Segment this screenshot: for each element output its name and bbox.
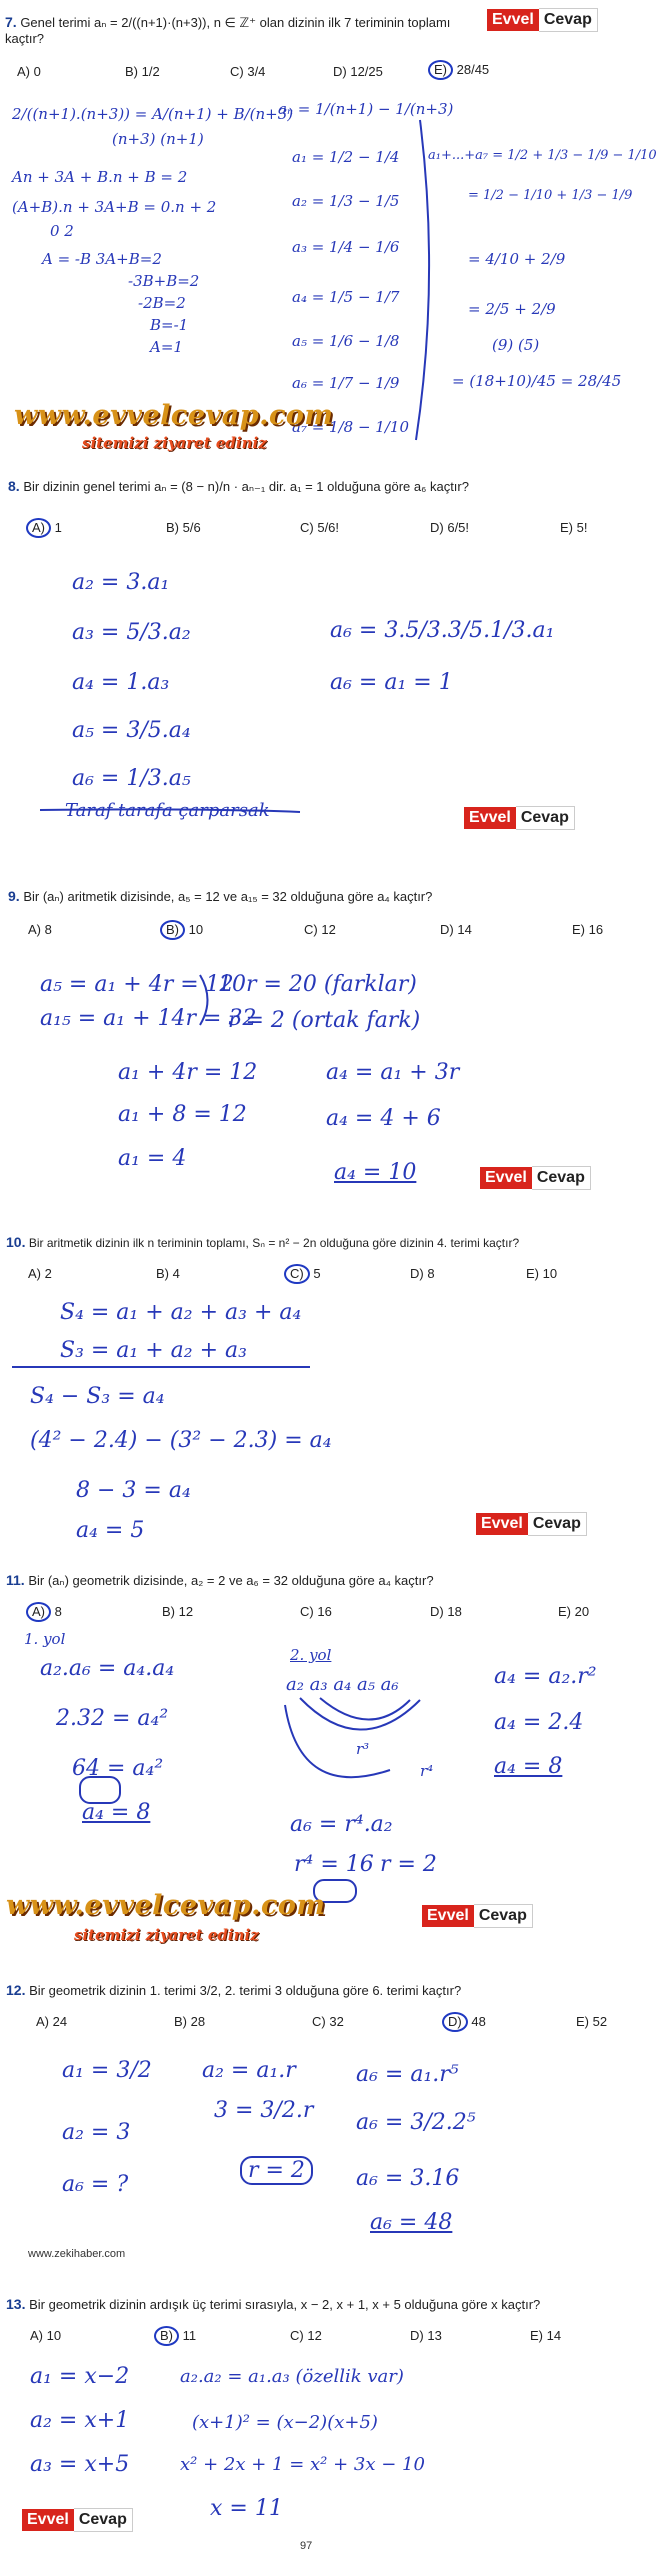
evvel-cevap-logo: Evvel Cevap: [487, 8, 598, 32]
q7-work-line: (A+B).n + 3A+B = 0.n + 2: [12, 198, 217, 216]
q11-work-line: r = 2: [380, 1852, 437, 1877]
q10-text: [6, 1234, 616, 1250]
q7-option-e-selected[interactable]: E) 28/45: [428, 60, 489, 80]
q7-work-line: a₃ = 1/4 − 1/6: [292, 238, 400, 256]
q13-option-d[interactable]: D) 13: [410, 2328, 442, 2343]
q9-work-line: r = 2 (ortak fark): [228, 1008, 421, 1033]
q8-work-line: a₆ = a₁ = 1: [330, 670, 453, 695]
q8-option-e[interactable]: E) 5!: [560, 520, 588, 535]
q8-work-line: a₅ = 3/5.a₄: [72, 718, 191, 743]
q10-option-a[interactable]: A) 2: [28, 1266, 52, 1281]
q12-work-line: a₆ = 3/2.2⁵: [356, 2110, 476, 2135]
q8-option-c[interactable]: C) 5/6!: [300, 520, 340, 535]
q8-work-line: a₃ = 5/3.a₂: [72, 620, 191, 645]
q13-work-line: a₂ = x+1: [30, 2408, 130, 2433]
q8-work-line: a₆ = 3.5/3.3/5.1/3.a₁: [330, 618, 555, 643]
q8-note: Taraf tarafa çarparsak: [65, 800, 270, 821]
q12-text: 12. Bir geometrik dizinin 1. terimi 3/2, 2. terimi 3 olduğuna göre 6. terimi kaçtır?: [6, 1982, 462, 1998]
evvelcevap-watermark: www.evvelcevap.com: [6, 1890, 326, 1921]
q7-work-line: a₇ = 1/8 − 1/10: [292, 418, 409, 436]
q12-option-e[interactable]: E) 52: [576, 2014, 608, 2029]
q12-work-line: a₆ = 48: [370, 2210, 453, 2235]
q10-question: Bir aritmetik dizinin ilk n teriminin toplamı, Sₙ = n² − 2n olduğuna göre dizinin 4. terimi kaçtır?: [28, 1236, 520, 1250]
q12-work-line: r = 2: [240, 2156, 313, 2185]
q11-work-line: 1. yol: [24, 1630, 66, 1648]
q12-work-line: a₆ = a₁.r⁵: [356, 2062, 459, 2087]
q9-number: 9.: [8, 888, 20, 904]
q12-work-line: a₁ = 3/2: [62, 2058, 152, 2083]
q9-option-b-selected[interactable]: B) 10: [160, 920, 203, 940]
q13-option-b-selected[interactable]: B) 11: [154, 2326, 196, 2346]
evvelcevap-slogan: sitemizi ziyaret ediniz: [82, 434, 267, 452]
q10-option-e[interactable]: E) 10: [526, 1266, 558, 1281]
q11-work-line: a₄ = 2.4: [494, 1710, 584, 1735]
q10-number: 10.: [6, 1234, 26, 1250]
q7-work-line: = (18+10)/45 = 28/45: [452, 372, 622, 390]
q9-work-line: a₅ = a₁ + 4r = 12: [40, 972, 234, 997]
evvel-cevap-logo: Evvel Cevap: [22, 2508, 133, 2532]
q7-work-line: B=-1: [150, 316, 189, 334]
q7-work-line: 2/((n+1).(n+3)) = A/(n+1) + B/(n+3): [12, 105, 294, 123]
q7-work-line: a₁+...+a₇ = 1/2 + 1/3 − 1/9 − 1/10: [428, 148, 657, 163]
q9-option-e[interactable]: E) 16: [572, 922, 604, 937]
q13-number: 13.: [6, 2296, 26, 2312]
evvel-cevap-logo: Evvel Cevap: [422, 1904, 533, 1928]
q9-question: Bir (aₙ) aritmetik dizisinde, a₅ = 12 ve a₁₅ = 32 olduğuna göre a₄ kaçtır?: [23, 889, 433, 904]
q12-number: 12.: [6, 1982, 26, 1998]
q12-work-line: a₂ = a₁.r: [202, 2058, 296, 2083]
q9-option-d[interactable]: D) 14: [440, 922, 472, 937]
q11-work-line: a₄ = a₂.r²: [494, 1664, 597, 1689]
q7-work-line: (n+3) (n+1): [112, 130, 204, 148]
q10-option-c-selected[interactable]: C) 5: [284, 1264, 321, 1284]
q10-work-line: S₄ − S₃ = a₄: [30, 1384, 165, 1409]
evvelcevap-slogan: sitemizi ziyaret ediniz: [74, 1926, 259, 1944]
q8-work-line: a₆ = 1/3.a₅: [72, 766, 191, 791]
q12-option-c[interactable]: C) 32: [312, 2014, 344, 2029]
q12-fraction: 3/2: [199, 1983, 218, 1998]
q9-work-line: a₁ + 8 = 12: [118, 1102, 247, 1127]
q13-work-line: a₃ = x+5: [30, 2452, 130, 2477]
q10-work-line: S₄ = a₁ + a₂ + a₃ + a₄: [60, 1300, 302, 1325]
q11-question: Bir (aₙ) geometrik dizisinde, a₂ = 2 ve a₆ = 32 olduğuna göre a₄ kaçtır?: [28, 1573, 434, 1588]
q7-work-line: = 1/2 − 1/10 + 1/3 − 1/9: [468, 188, 633, 203]
q9-text: [8, 888, 608, 905]
q11-option-e[interactable]: E) 20: [558, 1604, 590, 1619]
q11-work-line: a₆ = r⁴.a₂: [290, 1812, 393, 1837]
q11-work-line: r⁴: [420, 1762, 434, 1780]
q7-work-line: a₁ = 1/2 − 1/4: [292, 148, 400, 166]
q13-work-line: x = 11: [210, 2496, 283, 2521]
q7-work-line: An + 3A + B.n + B = 2: [12, 168, 188, 186]
q13-question: Bir geometrik dizinin ardışık üç terimi sırasıyla, x − 2, x + 1, x + 5 olduğuna göre x kaçtır?: [29, 2297, 541, 2312]
q13-work-line: a₂.a₂ = a₁.a₃ (özellik var): [180, 2366, 404, 2387]
q11-text: [6, 1572, 616, 1589]
evvel-cevap-logo: Evvel Cevap: [464, 806, 575, 830]
q12-work-line: a₆ = 3.16: [356, 2166, 460, 2191]
q8-work-line: a₄ = 1.a₃: [72, 670, 170, 695]
q13-option-e[interactable]: E) 14: [530, 2328, 562, 2343]
q11-work-line: r³: [356, 1740, 370, 1758]
q10-work-line: (4² − 2.4) − (3² − 2.3) = a₄: [30, 1428, 332, 1453]
q11-option-d[interactable]: D) 18: [430, 1604, 462, 1619]
q11-work-line: 64 = a₄²: [72, 1756, 164, 1781]
q7-work-line: a₆ = 1/7 − 1/9: [292, 374, 400, 392]
q7-work-line: -3B+B=2: [128, 272, 200, 290]
q9-work-line: a₁₅ = a₁ + 14r = 32: [40, 1006, 257, 1031]
q9-work-line: a₁ = 4: [118, 1146, 187, 1171]
q12-work-line: a₆ = ?: [62, 2172, 129, 2197]
q11-work-line: a₄ = 8: [494, 1754, 563, 1779]
q11-work-line: r⁴ = 16: [294, 1852, 374, 1877]
q11-work-line: a₄ = 8: [82, 1800, 151, 1825]
q7-option-c[interactable]: C) 3/4: [230, 64, 266, 79]
q8-option-b[interactable]: B) 5/6: [166, 520, 201, 535]
q7-work-line: -2B=2: [138, 294, 186, 312]
q13-work-line: a₁ = x−2: [30, 2364, 130, 2389]
q10-work-line: S₃ = a₁ + a₂ + a₃: [60, 1338, 247, 1363]
q11-work-line: a₂ a₃ a₄ a₅ a₆: [286, 1674, 399, 1695]
q7-work-line: a₄ = 1/5 − 1/7: [292, 288, 400, 306]
q8-number: 8.: [8, 478, 20, 494]
q7-work-line: a₅ = 1/6 − 1/8: [292, 332, 400, 350]
q9-work-line: a₄ = 10: [334, 1160, 417, 1185]
q8-question: Bir dizinin genel terimi aₙ = (8 − n)/n · aₙ₋₁ dir. a₁ = 1 olduğuna göre a₆ kaçtır?: [23, 479, 469, 494]
q7-work-line: (9) (5): [492, 336, 540, 354]
q12-option-d-selected[interactable]: D) 48: [442, 2012, 486, 2032]
q7-work-line: A = -B 3A+B=2: [42, 250, 162, 268]
q7-work-line: 0 2: [50, 222, 74, 240]
q13-text: [6, 2296, 616, 2312]
q7-option-a[interactable]: A) 0: [17, 64, 41, 79]
q10-option-b[interactable]: B) 4: [156, 1266, 180, 1281]
q10-work-line: 8 − 3 = a₄: [76, 1478, 191, 1503]
q7-work-line: A=1: [150, 338, 183, 356]
q12-work-line: 3 = 3/2.r: [214, 2098, 314, 2123]
q10-work-line: a₄ = 5: [76, 1518, 145, 1543]
page-number: 97: [300, 2540, 313, 2552]
q11-option-c[interactable]: C) 16: [300, 1604, 332, 1619]
q8-option-a-selected[interactable]: A) 1: [26, 518, 62, 538]
q9-work-line: 10r = 20 (farklar): [218, 972, 417, 997]
q9-work-line: a₁ + 4r = 12: [118, 1060, 258, 1085]
q11-option-b[interactable]: B) 12: [162, 1604, 194, 1619]
evvel-cevap-logo: Evvel Cevap: [480, 1166, 591, 1190]
q12-option-b[interactable]: B) 28: [174, 2014, 206, 2029]
q13-option-a[interactable]: A) 10: [30, 2328, 62, 2343]
evvelcevap-watermark: www.evvelcevap.com: [14, 400, 334, 431]
q9-work-line: a₄ = 4 + 6: [326, 1106, 441, 1131]
q12-work-line: a₂ = 3: [62, 2120, 131, 2145]
q11-work-line: 2.32 = a₄²: [56, 1706, 169, 1731]
q7-option-b[interactable]: B) 1/2: [125, 64, 160, 79]
q7-work-line: = 2/5 + 2/9: [468, 300, 556, 318]
q10-option-d[interactable]: D) 8: [410, 1266, 435, 1281]
q7-work-line: a₂ = 1/3 − 1/5: [292, 192, 400, 210]
q13-work-line: x² + 2x + 1 = x² + 3x − 10: [180, 2454, 425, 2475]
q12-option-a[interactable]: A) 24: [36, 2014, 68, 2029]
q7-work-line: = 4/10 + 2/9: [468, 250, 566, 268]
q13-work-line: (x+1)² = (x−2)(x+5): [192, 2412, 378, 2433]
evvel-cevap-logo: Evvel Cevap: [476, 1512, 587, 1536]
q11-option-a-selected[interactable]: A) 8: [26, 1602, 62, 1622]
q13-option-c[interactable]: C) 12: [290, 2328, 322, 2343]
q7-question: Genel terimi aₙ = 2/((n+1)·(n+3)), n ∈ ℤ⁺ olan dizinin ilk 7 teriminin toplamı kaçtır?: [5, 15, 451, 46]
q9-option-c[interactable]: C) 12: [304, 922, 336, 937]
q7-option-d[interactable]: D) 12/25: [333, 64, 383, 79]
zekihaber-watermark: www.zekihaber.com: [28, 2248, 126, 2260]
q11-work-line: 2. yol: [290, 1646, 332, 1664]
q7-number: 7.: [5, 14, 17, 30]
q7-work-line: aₙ = 1/(n+1) − 1/(n+3): [278, 100, 454, 118]
q8-work-line: a₂ = 3.a₁: [72, 570, 170, 595]
q9-option-a[interactable]: A) 8: [28, 922, 52, 937]
q8-text: [8, 478, 608, 495]
q11-number: 11.: [6, 1572, 25, 1588]
q9-work-line: a₄ = a₁ + 3r: [326, 1060, 460, 1085]
q11-work-line: a₂.a₆ = a₄.a₄: [40, 1656, 175, 1681]
q8-option-d[interactable]: D) 6/5!: [430, 520, 470, 535]
